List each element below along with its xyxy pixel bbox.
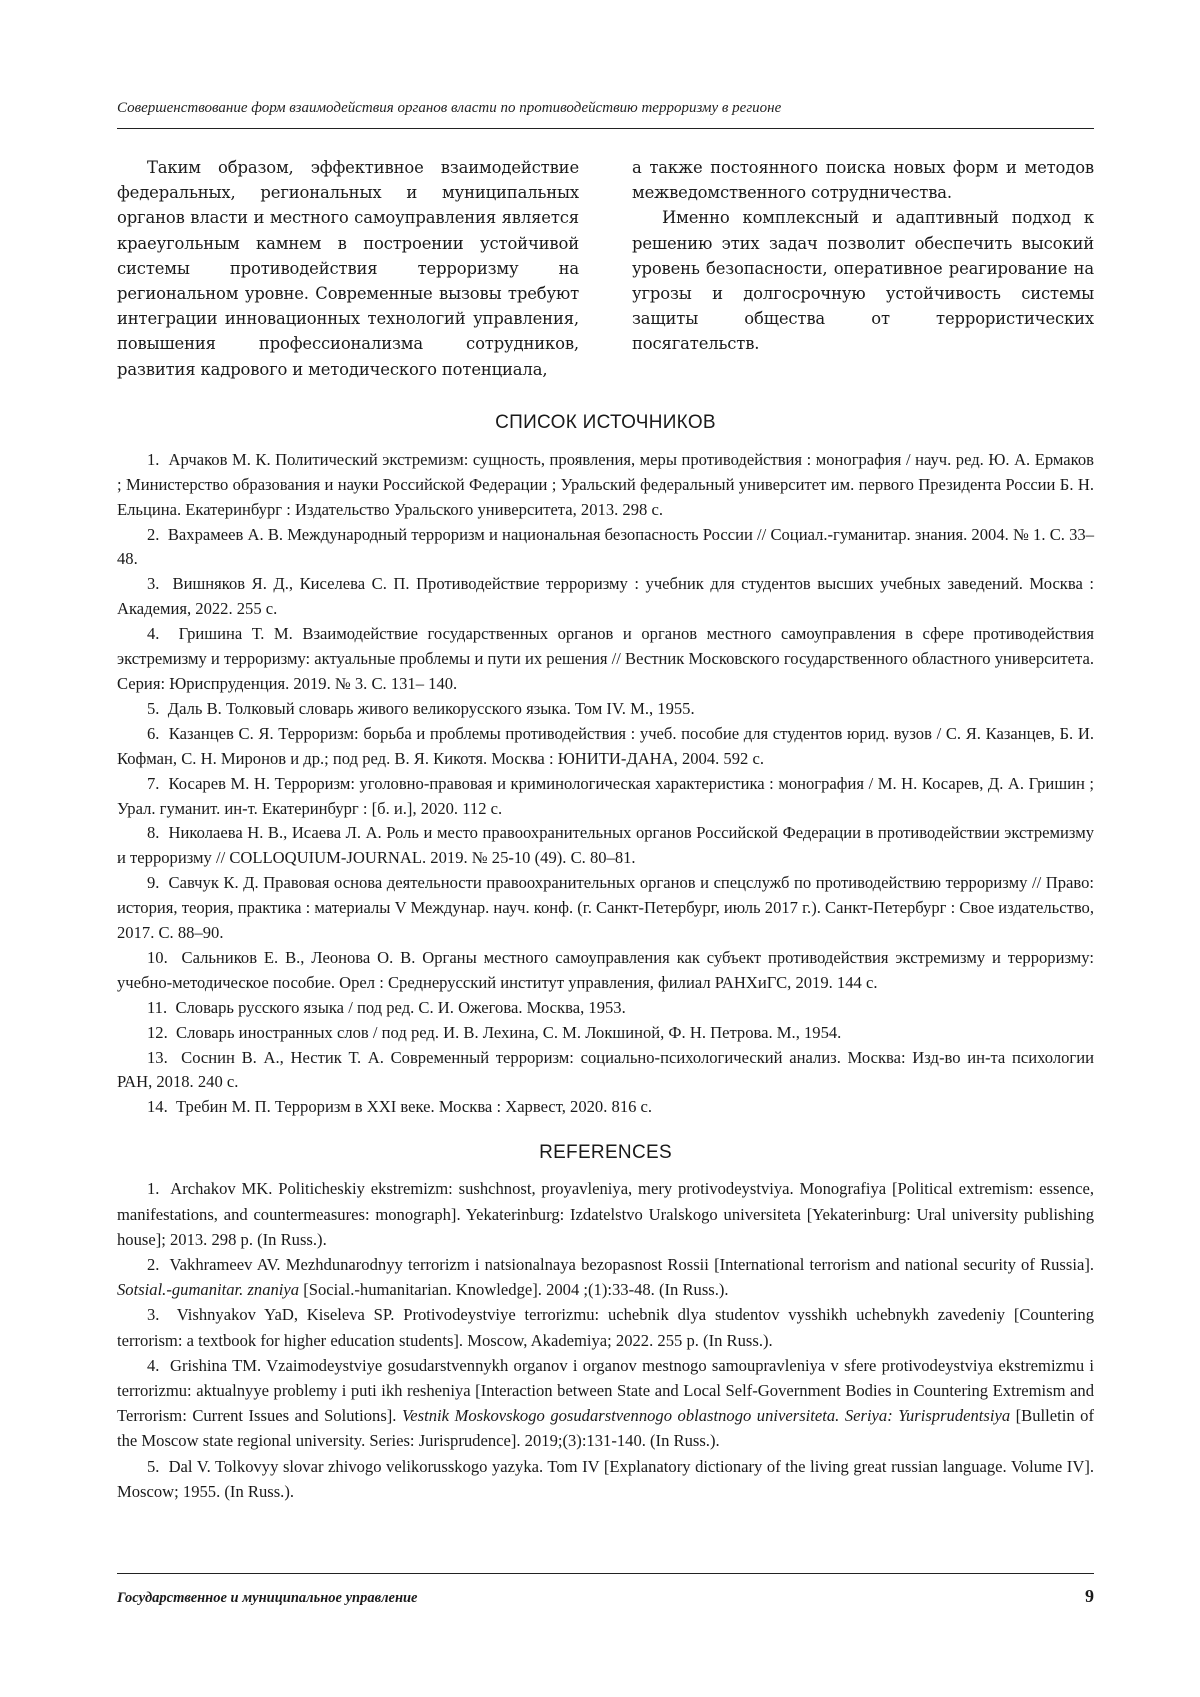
source-item <box>117 523 1094 573</box>
source-number: 7. <box>147 773 160 793</box>
source-number: 3. <box>147 574 160 594</box>
source-text: Казанцев С. Я. Терроризм: борьба и проблемы противодействия : учеб. пособие для студентов юрид. вузов / С. Я. Казанцев, Б. И. Кофман, С. Н. Миронов и др.; под ред. В. Я. Кикотя. Москва : ЮНИТИ-ДАНА, 2004. 592 с. <box>117 723 1094 768</box>
source-text: Требин М. П. Терроризм в XXI веке. Москва : Харвест, 2020. 816 с. <box>176 1097 653 1117</box>
reference-item <box>117 1252 1094 1302</box>
reference-text: Vakhrameev AV. Mezhdunarodnyy terrorizm i natsionalnaya bezopasnost Rossii [International terrorism and national security of Russia]. <box>169 1254 1094 1274</box>
source-item <box>117 572 1094 622</box>
page-footer <box>117 1573 1094 1607</box>
references-title: REFERENCES <box>539 1142 672 1164</box>
source-number: 12. <box>147 1022 168 1042</box>
reference-text: Vishnyakov YaD, Kiseleva SP. Protivodeystviye terrorizmu: uchebnik dlya studentov vysshikh uchebnykh zavedeniy [Countering terrorism: a textbook for higher education students]. Moscow, Akademiya; 2022. 255 p. (In Russ.). <box>117 1305 1095 1350</box>
source-text: Гришина Т. М. Взаимодействие государственных органов и органов местного самоуправления в сфере противодействия экстремизму и терроризму: актуальные проблемы и пути их решения // Вестник Московского государственного областного университета. Серия: Юриспруденция. 2019. № 3. С. 131– 140. <box>117 624 1095 693</box>
right-column <box>632 155 1094 382</box>
source-text: Соснин В. А., Нестик Т. А. Современный терроризм: социально-психологический анализ. Москва: Изд-во ин-та психологии РАН, 2018. 240 с. <box>117 1047 1094 1092</box>
source-item <box>117 1021 1094 1046</box>
source-item <box>117 772 1094 822</box>
reference-text: Grishina TM. Vzaimodeystviye gosudarstvennykh organov i organov mestnogo samoupravleniya v sfere protivodeystviya ekstremizmu i terrorizmu: aktualnyye problemy i puti ikh resheniya [Interaction between State and Local Self-Government Bodies in Countering Extremism and Terrorism: Current Issues and Solutions]. <box>117 1355 1094 1426</box>
source-number: 8. <box>147 823 160 843</box>
source-item <box>117 697 1094 722</box>
reference-item <box>117 1302 1094 1352</box>
reference-text: [Bulletin of the Moscow state regional university. Series: Jurisprudence]. 2019;(3):131-140. (In Russ.). <box>117 1406 1094 1451</box>
reference-text: [Social.-humanitarian. Knowledge]. 2004 ;(1):33-48. (In Russ.). <box>299 1280 729 1300</box>
source-item <box>117 622 1094 697</box>
source-number: 4. <box>147 624 160 644</box>
paragraph: Таким образом, эффективное взаимодействие федеральных, региональных и муниципальных органов власти и местного самоуправления является краеугольным камнем в построении устойчивой системы противодействия терроризму на региональном уровне. Современные вызовы требуют интеграции инновационных технологий управления, повышения профессионализма сотрудников, развития кадрового и методического потенциала, <box>117 158 579 379</box>
references-list <box>117 1176 1094 1504</box>
header-rule <box>117 128 1094 129</box>
source-number: 2. <box>147 524 160 544</box>
source-item <box>117 722 1094 772</box>
source-number: 11. <box>147 997 168 1017</box>
reference-number: 1. <box>147 1179 160 1199</box>
source-item <box>117 946 1094 996</box>
reference-number: 4. <box>147 1355 160 1375</box>
source-number: 10. <box>147 947 168 967</box>
sources-list <box>117 448 1094 1120</box>
left-column <box>117 155 579 382</box>
source-number: 1. <box>147 449 160 469</box>
source-number: 5. <box>147 698 160 718</box>
source-number: 9. <box>147 873 160 893</box>
reference-item <box>117 1176 1094 1252</box>
source-text: Даль В. Толковый словарь живого великорусского языка. Том IV. М., 1955. <box>167 698 695 718</box>
source-text: Сальников Е. В., Леонова О. В. Органы местного самоуправления как субъект противодействия экстремизму и терроризму: учебно-методическое пособие. Орел : Среднерусский институт управления, филиал РАНХиГС, 2019. 144 с. <box>117 947 1094 992</box>
paragraph: Именно комплексный и адаптивный подход к решению этих задач позволит обеспечить высокий уровень безопасности, оперативное реагирование на угрозы и долгосрочную устойчивость системы защиты общества от террористических посягательств. <box>632 208 1094 354</box>
source-text: Словарь иностранных слов / под ред. И. В. Лехина, С. М. Локшиной, Ф. Н. Петрова. М., 1954. <box>176 1022 842 1042</box>
source-item <box>117 871 1094 946</box>
reference-number: 2. <box>147 1254 160 1274</box>
source-item <box>117 448 1094 523</box>
source-text: Савчук К. Д. Правовая основа деятельности правоохранительных органов и спецслужб по противодействию терроризму // Право: история, теория, практика : материалы V Междунар. науч. конф. (г. Санкт-Петербург, июль 2017 г.). Санкт-Петербург : Свое издательство, 2017. С. 88–90. <box>117 873 1094 943</box>
source-text: Николаева Н. В., Исаева Л. А. Роль и место правоохранительных органов Российской Федерации в противодействии экстремизму и терроризму // COLLOQUIUM-JOURNAL. 2019. № 25-10 (49). С. 80–81. <box>117 823 1095 868</box>
source-number: 14. <box>147 1097 168 1117</box>
sources-title: СПИСОК ИСТОЧНИКОВ <box>495 411 716 433</box>
running-title: Совершенствование форм взаимодействия органов власти по противодействию терроризму в регионе <box>117 100 782 116</box>
source-item <box>117 821 1094 871</box>
reference-number: 5. <box>147 1456 160 1476</box>
reference-item <box>117 1454 1094 1504</box>
source-item <box>117 1095 1094 1120</box>
source-text: Арчаков М. К. Политический экстремизм: сущность, проявления, меры противодействия : монография / науч. ред. Ю. А. Ермаков ; Министерство образования и науки Российской Федерации ; Уральский федеральный университет им. первого Президента России Б. Н. Ельцина. Екатеринбург : Издательство Уральского университета, 2013. 298 с. <box>117 449 1095 519</box>
reference-text: Archakov MK. Politicheskiy ekstremizm: sushchnost, proyavleniya, mery protivodeystviya. Monografiya [Political extremism: essence, manifestations, and countermeasures: monograph]. Yekaterinburg: Izdatelstvo Uralskogo universiteta [Yekaterinburg: Ural university publishing house]; 2013. 298 p. (In Russ.). <box>117 1179 1094 1249</box>
reference-text: Dal V. Tolkovyy slovar zhivogo velikorusskogo yazyka. Tom IV [Explanatory dictionary of the living great russian language. Volume IV]. Moscow; 1955. (In Russ.). <box>117 1456 1094 1501</box>
reference-number: 3. <box>147 1305 160 1325</box>
source-text: Косарев М. Н. Терроризм: уголовно-правовая и криминологическая характеристика : монография / М. Н. Косарев, Д. А. Гришин ; Урал. гуманит. ин-т. Екатеринбург : [б. и.], 2020. 112 с. <box>117 773 1095 818</box>
source-text: Словарь русского языка / под ред. С. И. Ожегова. Москва, 1953. <box>175 997 626 1017</box>
journal-title: Государственное и муниципальное управление <box>117 1590 418 1606</box>
source-text: Вишняков Я. Д., Киселева С. П. Противодействие терроризму : учебник для студентов высших учебных заведений. Москва : Академия, 2022. 255 с. <box>117 574 1095 619</box>
reference-journal: Vestnik Moskovskogo gosudarstvennogo oblastnogo universiteta. Seriya: Yurisprudentsiya <box>401 1406 1011 1426</box>
source-number: 6. <box>147 723 160 743</box>
source-item <box>117 1046 1094 1096</box>
source-text: Вахрамеев А. В. Международный терроризм и национальная безопасность России // Социал.-гуманитар. знания. 2004. № 1. С. 33–48. <box>117 524 1094 569</box>
footer-rule <box>117 1573 1094 1574</box>
page <box>117 96 1094 1504</box>
page-number: 9 <box>1085 1586 1094 1606</box>
reference-journal: Sotsial.-gumanitar. znaniya <box>117 1280 300 1300</box>
source-number: 13. <box>147 1047 168 1067</box>
paragraph: а также постоянного поиска новых форм и методов межведомственного сотрудничества. <box>632 158 1094 203</box>
body-columns <box>117 155 1094 382</box>
reference-item <box>117 1353 1094 1454</box>
source-item <box>117 996 1094 1021</box>
